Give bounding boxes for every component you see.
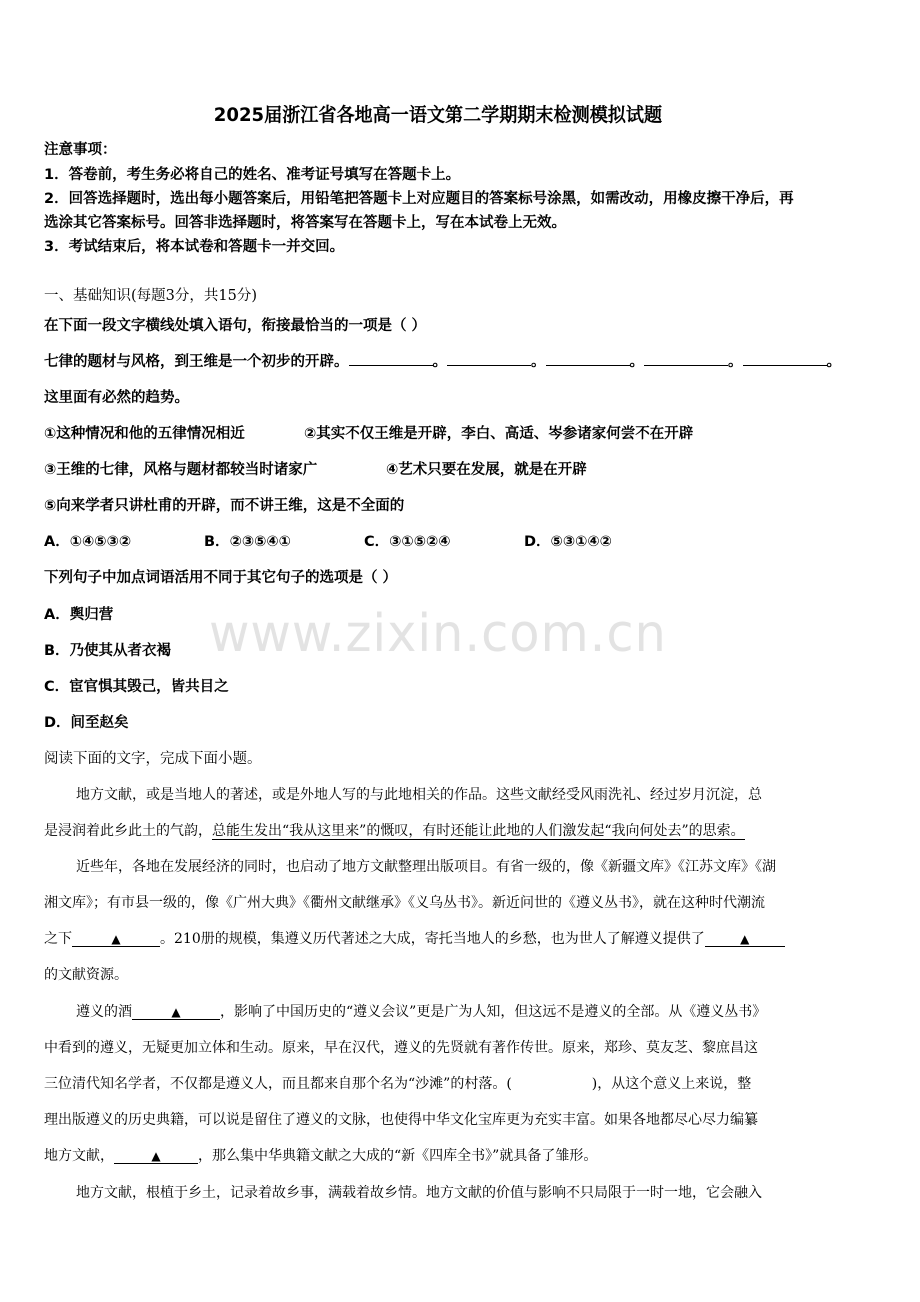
sentence-4: ④艺术只要在发展，就是在开辟 (386, 462, 587, 478)
question-2-option-b[interactable]: B．乃使其从者衣褐 (44, 643, 172, 659)
question-2-option-c[interactable]: C．宦官惧其毁己，皆共目之 (44, 679, 229, 695)
answer-blank[interactable] (546, 351, 630, 366)
paragraph-1-line-2: 是浸润着此乡此土的气韵，总能生发出“我从这里来”的慨叹，有时还能让此地的人们激发起“我向何处去”的思索。 (44, 823, 745, 839)
question-1-option-c[interactable]: C．③①⑤②④ (364, 534, 451, 550)
question-1-passage (44, 350, 841, 371)
paragraph-2-line-2: 湘文库》；有市县一级的，像《广州大典》《衢州文献继承》《义乌丛书》。新近问世的《遵义丛书》，就在这种时代潮流 (44, 895, 765, 911)
underlined-sentence: 总能生发出“我从这里来”的慨叹，有时还能让此地的人们激发起“我向何处去”的思索。 (212, 823, 745, 839)
passage-start: 七律的题材与风格，到王维是一个初步的开辟。 (44, 354, 349, 370)
sentence-2: ②其实不仅王维是开辟，李白、高适、岑参诸家何尝不在开辟 (304, 426, 694, 442)
paragraph-4-line-1: 地方文献，根植于乡土，记录着故乡事，满载着故乡情。地方文献的价值与影响不只局限于一时一地，它会融入 (76, 1185, 762, 1201)
notice-item-2-line-1: 2．回答选择题时，选出每小题答案后，用铅笔把答题卡上对应题目的答案标号涂黑，如需改动，用橡皮擦干净后，再 (44, 191, 794, 207)
paragraph-3-line-4: 理出版遵义的历史典籍，可以说是留住了遵义的文脉，也使得中华文化宝库更为充实丰富。如果各地都尽心尽力编纂 (44, 1112, 758, 1128)
page-title: 2025届浙江省各地高一语文第二学期期末检测模拟试题 (213, 104, 663, 126)
question-2-option-a[interactable]: A．舆归营 (44, 607, 114, 623)
answer-blank[interactable]: ▲ (705, 932, 785, 947)
section-heading: 一、基础知识(每题3分，共15分) (44, 288, 257, 304)
reading-intro: 阅读下面的文字，完成下面小题。 (44, 751, 262, 767)
notice-heading: 注意事项： (44, 142, 117, 158)
period: 。 (432, 354, 447, 370)
notice-item-2-line-2: 选涂其它答案标号。回答非选择题时，将答案写在答题卡上，写在本试卷上无效。 (44, 215, 566, 231)
paragraph-2-line-4: 的文献资源。 (44, 967, 128, 983)
answer-blank[interactable] (349, 351, 433, 366)
sentence-3: ③王维的七律，风格与题材都较当时诸家广 (44, 462, 318, 478)
question-1-passage-line-2: 这里面有必然的趋势。 (44, 390, 189, 406)
paragraph-3-line-1: 遵义的酒 ▲ ，影响了中国历史的“遵义会议”更是广为人知，但这远不是遵义的全部。从《遵义丛书》 (76, 1004, 767, 1020)
paragraph-3-line-5: 地方文献， ▲ ，那么集中华典籍文献之大成的“新《四库全书》”就具备了雏形。 (44, 1148, 598, 1164)
paragraph-3-line-3: 三位清代知名学者，不仅都是遵义人，而且都来自那个名为“沙滩”的村落。( )，从这个意义上来说，整 (44, 1076, 752, 1092)
question-2-stem: 下列句子中加点词语活用不同于其它句子的选项是（ ） (44, 570, 398, 586)
paragraph-1-line-1: 地方文献，或是当地人的著述，或是外地人写的与此地相关的作品。这些文献经受风雨洗礼、经过岁月沉淀，总 (76, 787, 762, 803)
paragraph-2-line-3: 之下 ▲ 。210册的规模，集遵义历代著述之大成，寄托当地人的乡愁，也为世人了解遵义提供了 ▲ (44, 928, 785, 948)
period: 。 (531, 354, 546, 370)
question-1-option-a[interactable]: A．①④⑤③② (44, 534, 132, 550)
answer-blank[interactable] (743, 351, 827, 366)
question-2-option-d[interactable]: D．间至赵矣 (44, 715, 129, 731)
question-1-option-b[interactable]: B．②③⑤④① (204, 534, 291, 550)
answer-blank[interactable]: ▲ (72, 932, 160, 947)
answer-blank[interactable]: ▲ (114, 1149, 198, 1164)
paragraph-3-line-2: 中看到的遵义，无疑更加立体和生动。原来，早在汉代，遵义的先贤就有著作传世。原来，郑珍、莫友芝、黎庶昌这 (44, 1040, 758, 1056)
question-1-option-d[interactable]: D．⑤③①④② (524, 534, 612, 550)
watermark: www.zixin.com.cn (208, 604, 667, 664)
question-1-stem: 在下面一段文字横线处填入语句，衔接最恰当的一项是（ ） (44, 318, 427, 334)
notice-item-1: 1．答卷前，考生务必将自己的姓名、准考证号填写在答题卡上。 (44, 167, 461, 183)
answer-blank[interactable]: ▲ (132, 1005, 220, 1020)
sentence-1: ①这种情况和他的五律情况相近 (44, 426, 245, 442)
notice-item-3: 3．考试结束后，将本试卷和答题卡一并交回。 (44, 239, 345, 255)
period: 。 (629, 354, 644, 370)
period: 。 (728, 354, 743, 370)
paragraph-2-line-1: 近些年，各地在发展经济的同时，也启动了地方文献整理出版项目。有省一级的，像《新疆文库》《江苏文库》《湖 (76, 859, 776, 875)
period: 。 (826, 354, 841, 370)
sentence-5: ⑤向来学者只讲杜甫的开辟，而不讲王维，这是不全面的 (44, 498, 405, 514)
answer-blank[interactable] (644, 351, 728, 366)
answer-blank[interactable] (447, 351, 531, 366)
